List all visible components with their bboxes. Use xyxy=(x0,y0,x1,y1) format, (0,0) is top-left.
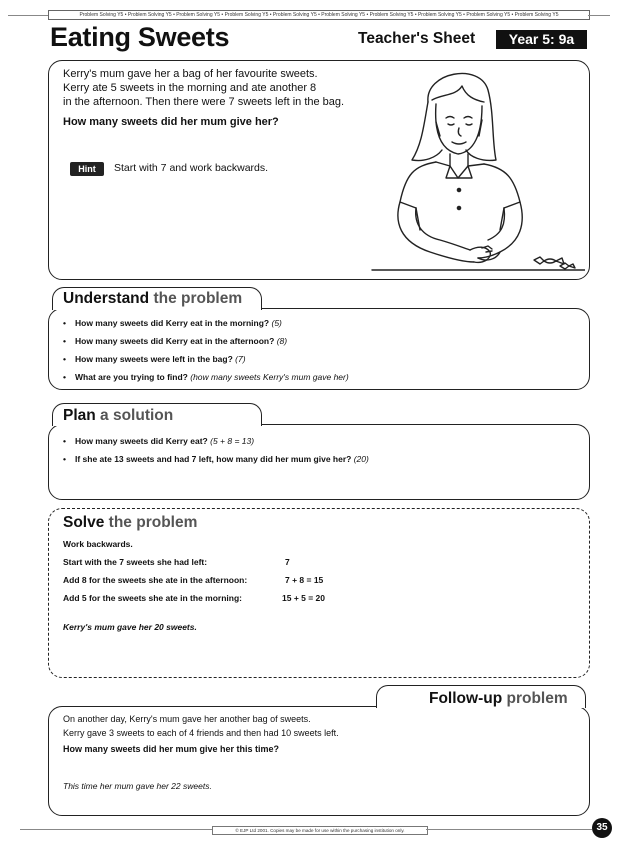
plan-heading xyxy=(63,407,173,425)
header-rule-left xyxy=(8,15,48,16)
hint-text: Start with 7 and work backwards. xyxy=(114,162,269,174)
solve-step-label: Add 5 for the sweets she ate in the morning: xyxy=(63,593,242,603)
understand-subtitle: the problem xyxy=(153,290,243,307)
followup-text xyxy=(63,712,339,756)
problem-question: How many sweets did her mum give her? xyxy=(63,116,279,128)
question-text: What are you trying to find? xyxy=(75,372,188,382)
answer-text: (20) xyxy=(353,454,369,464)
header-banner: Problem Solving Y5 • Problem Solving Y5 • Problem Solving Y5 • Problem Solving Y5 • Problem Solving Y5 • Problem Solving Y5 • Problem Solving Y5 • Problem Solving Y5 • Problem Solving Y5 • Problem Solving Y5 xyxy=(48,10,590,20)
page-title: Eating Sweets xyxy=(50,22,230,52)
solve-answer: Kerry's mum gave her 20 sweets. xyxy=(63,622,197,632)
list-item xyxy=(63,314,563,332)
answer-text: (how many sweets Kerry's mum gave her) xyxy=(190,372,349,382)
list-item xyxy=(63,350,563,368)
year-badge: Year 5: 9a xyxy=(496,30,587,49)
girl-eating-sweets-illustration xyxy=(370,62,585,276)
plan-list xyxy=(63,432,573,468)
copyright-notice: © EJP Ltd 2001. Copies may be made for use within the purchasing institution only. xyxy=(212,826,428,835)
answer-text: (8) xyxy=(276,336,288,346)
solve-subtitle: the problem xyxy=(108,514,198,531)
list-item xyxy=(63,450,573,468)
sheet-label: Teacher's Sheet xyxy=(358,30,476,47)
list-item xyxy=(63,368,563,386)
question-text: How many sweets did Kerry eat? xyxy=(75,436,208,446)
solve-step-label: Start with the 7 sweets she had left: xyxy=(63,557,208,567)
header-rule-right xyxy=(588,15,610,16)
plan-subtitle: a solution xyxy=(100,407,174,424)
answer-text: (5 + 8 = 13) xyxy=(210,436,255,446)
solve-step-label: Add 8 for the sweets she ate in the afternoon: xyxy=(63,575,248,585)
solve-heading xyxy=(63,514,197,532)
problem-text xyxy=(63,67,383,129)
followup-heading xyxy=(429,690,568,708)
understand-list xyxy=(63,314,563,386)
solve-step-value: 7 + 8 = 15 xyxy=(285,575,324,585)
answer-text: (5) xyxy=(271,318,282,328)
solve-intro: Work backwards. xyxy=(63,539,133,549)
followup-answer: This time her mum gave her 22 sweets. xyxy=(63,781,212,791)
problem-line: in the afternoon. Then there were 7 sweets left in the bag. xyxy=(63,96,345,108)
understand-heading xyxy=(63,290,242,308)
followup-line: On another day, Kerry's mum gave her another bag of sweets. xyxy=(63,714,311,724)
followup-question: How many sweets did her mum give her this time? xyxy=(63,744,280,754)
plan-title: Plan xyxy=(63,407,96,424)
followup-title: Follow-up xyxy=(429,690,503,707)
page-number: 35 xyxy=(592,818,612,838)
solve-step-value: 7 xyxy=(285,557,290,567)
understand-title: Understand xyxy=(63,290,150,307)
list-item xyxy=(63,432,573,450)
list-item xyxy=(63,332,563,350)
footer-rule-right xyxy=(426,829,592,830)
question-text: How many sweets were left in the bag? xyxy=(75,354,233,364)
solve-title: Solve xyxy=(63,514,105,531)
question-text: How many sweets did Kerry eat in the morning? xyxy=(75,318,270,328)
footer-rule-left xyxy=(20,829,212,830)
followup-line: Kerry gave 3 sweets to each of 4 friends and then had 10 sweets left. xyxy=(63,728,339,738)
solve-step-value: 15 + 5 = 20 xyxy=(282,593,326,603)
answer-text: (7) xyxy=(235,354,246,364)
question-text: If she ate 13 sweets and had 7 left, how many did her mum give her? xyxy=(75,454,352,464)
followup-subtitle: problem xyxy=(506,690,568,707)
problem-line: Kerry ate 5 sweets in the morning and ate another 8 xyxy=(63,82,317,94)
problem-line: Kerry's mum gave her a bag of her favourite sweets. xyxy=(63,68,318,80)
question-text: How many sweets did Kerry eat in the afternoon? xyxy=(75,336,275,346)
hint-badge: Hint xyxy=(70,162,104,176)
